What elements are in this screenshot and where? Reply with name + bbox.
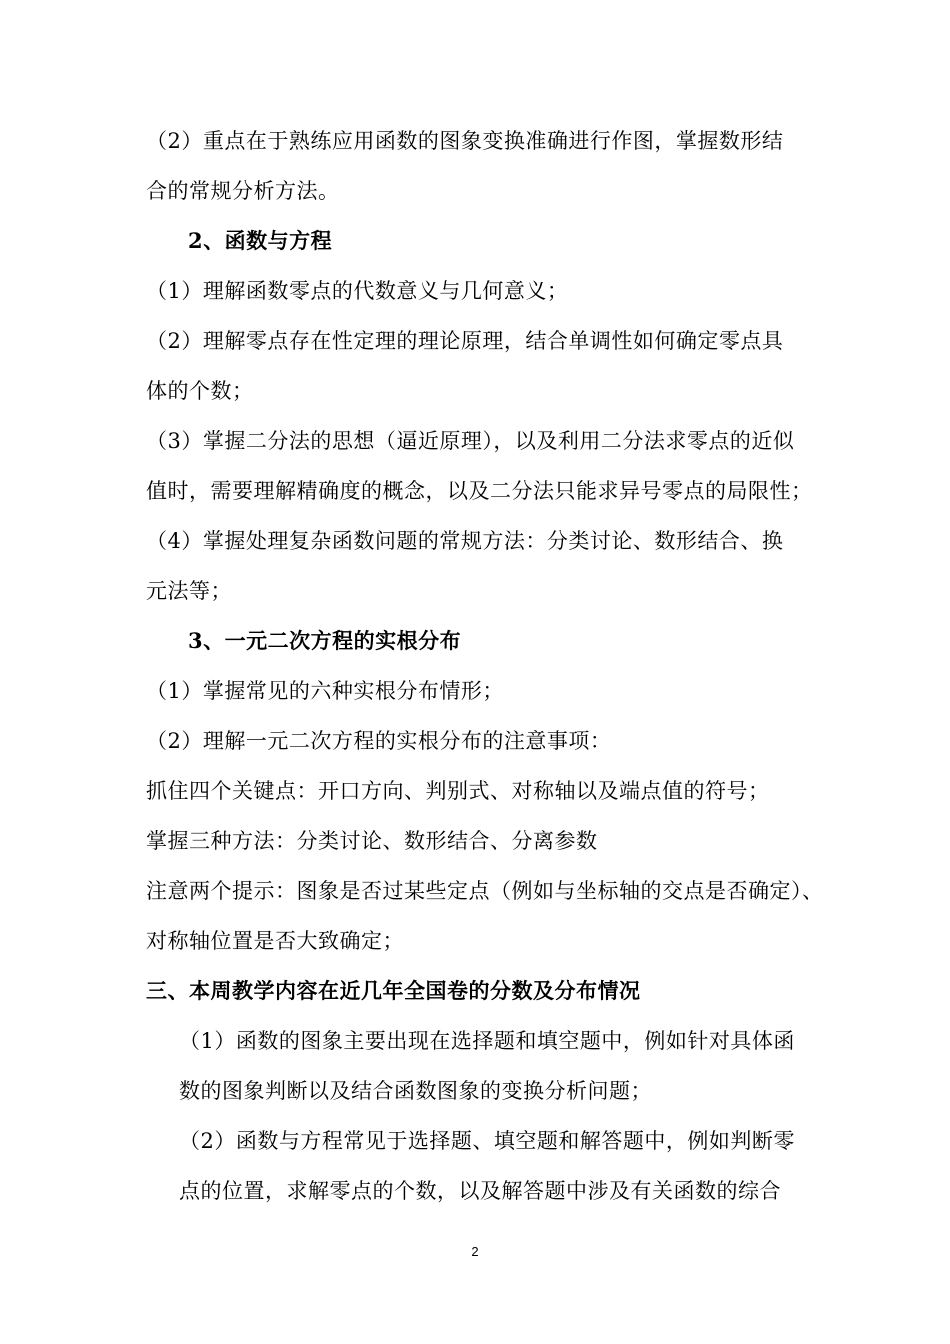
- paragraph-line: 元法等；: [146, 579, 232, 603]
- paragraph-line: 体的个数；: [146, 379, 254, 403]
- chapter-heading: 三、本周教学内容在近几年全国卷的分数及分布情况: [146, 978, 641, 1003]
- section-heading: 3、一元二次方程的实根分布: [188, 628, 462, 653]
- paragraph-line: （1）函数的图象主要出现在选择题和填空题中，例如针对具体函: [179, 1029, 795, 1053]
- paragraph-line: （1）理解函数零点的代数意义与几何意义；: [146, 279, 569, 303]
- paragraph-line: （1）掌握常见的六种实根分布情形；: [146, 679, 504, 703]
- paragraph-line: 值时，需要理解精确度的概念，以及二分法只能求异号零点的局限性；: [146, 479, 813, 503]
- paragraph-line: （2）理解零点存在性定理的理论原理，结合单调性如何确定零点具: [146, 329, 784, 353]
- paragraph-line: 对称轴位置是否大致确定；: [146, 929, 404, 953]
- paragraph-line: 注意两个提示：图象是否过某些定点（例如与坐标轴的交点是否确定）、: [146, 879, 824, 903]
- paragraph-line: 掌握三种方法：分类讨论、数形结合、分离参数: [146, 829, 598, 853]
- paragraph-line: 抓住四个关键点：开口方向、判别式、对称轴以及端点值的符号；: [146, 779, 770, 803]
- paragraph-line: （2）函数与方程常见于选择题、填空题和解答题中，例如判断零: [179, 1129, 795, 1153]
- paragraph-line: （2）重点在于熟练应用函数的图象变换准确进行作图，掌握数形结: [146, 129, 784, 153]
- paragraph-line: 点的位置，求解零点的个数，以及解答题中涉及有关函数的综合: [179, 1179, 781, 1203]
- paragraph-line: 合的常规分析方法。: [146, 179, 340, 203]
- paragraph-line: （4）掌握处理复杂函数问题的常规方法：分类讨论、数形结合、换: [146, 529, 784, 553]
- paragraph-line: （3）掌握二分法的思想（逼近原理），以及利用二分法求零点的近似: [146, 429, 795, 453]
- section-heading: 2、函数与方程: [188, 228, 333, 253]
- paragraph-line: 数的图象判断以及结合函数图象的变换分析问题；: [179, 1079, 652, 1103]
- page-number: 2: [471, 1244, 479, 1259]
- paragraph-line: （2）理解一元二次方程的实根分布的注意事项：: [146, 729, 612, 753]
